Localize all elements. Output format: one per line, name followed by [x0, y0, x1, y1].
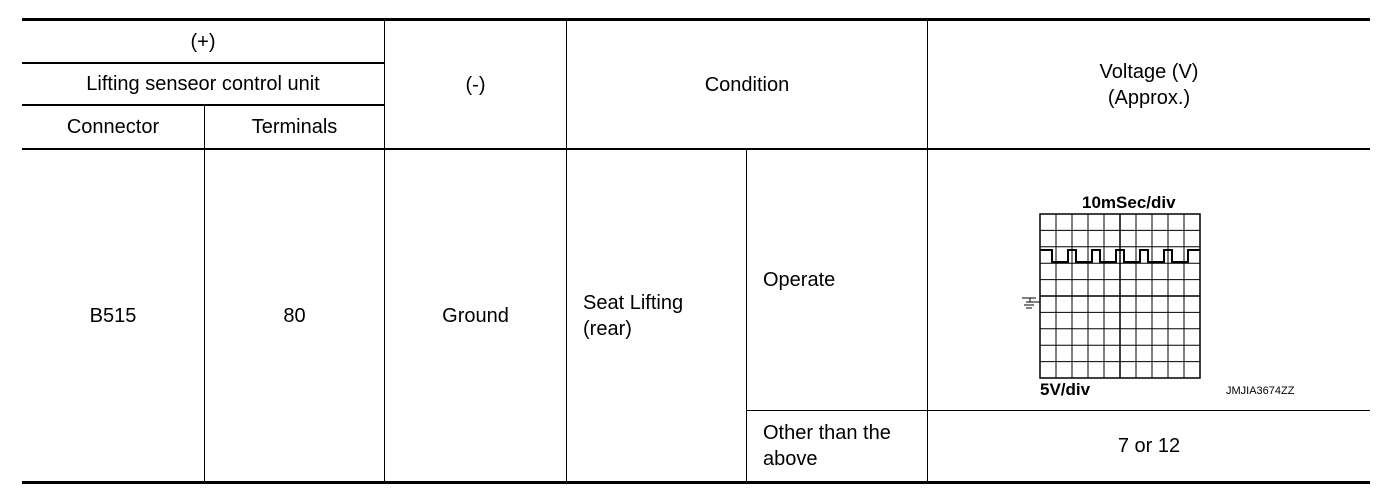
header-voltage — [928, 21, 1370, 148]
table-bottom-border — [22, 481, 1370, 484]
cell-other-line1: Other than the — [763, 422, 891, 444]
cell-condition — [567, 150, 746, 481]
header-unit: Lifting senseor control unit — [86, 73, 320, 95]
header-connector: Connector — [66, 116, 160, 138]
header-voltage-line2: (Approx.) — [1107, 86, 1191, 109]
scope-time-div: 10mSec/div — [1082, 193, 1176, 212]
cell-terminal: 80 — [283, 304, 306, 327]
cell-minus: Ground — [442, 304, 509, 327]
header-condition: Condition — [704, 73, 790, 96]
header-plus: (+) — [190, 30, 216, 53]
header-voltage-line1: Voltage (V) — [1099, 60, 1199, 83]
header-terminals: Terminals — [251, 116, 338, 138]
cell-condition-line1: Seat Lifting — [583, 291, 684, 314]
scope-grid — [1040, 214, 1200, 378]
cell-condition-line2: (rear) — [583, 317, 632, 340]
terminal-inspection-table — [22, 18, 1370, 484]
cell-other-line2: above — [763, 448, 818, 470]
oscilloscope-waveform — [1012, 190, 1312, 400]
cell-connector: B515 — [89, 304, 137, 327]
ground-icon — [1022, 298, 1040, 308]
scope-volt-div: 5V/div — [1040, 380, 1091, 399]
figure-id: JMJIA3674ZZ — [1226, 385, 1295, 397]
cell-other-value: 7 or 12 — [1117, 435, 1181, 457]
cell-other — [747, 411, 927, 481]
cell-operate: Operate — [763, 269, 836, 291]
header-minus: (-) — [465, 73, 486, 96]
